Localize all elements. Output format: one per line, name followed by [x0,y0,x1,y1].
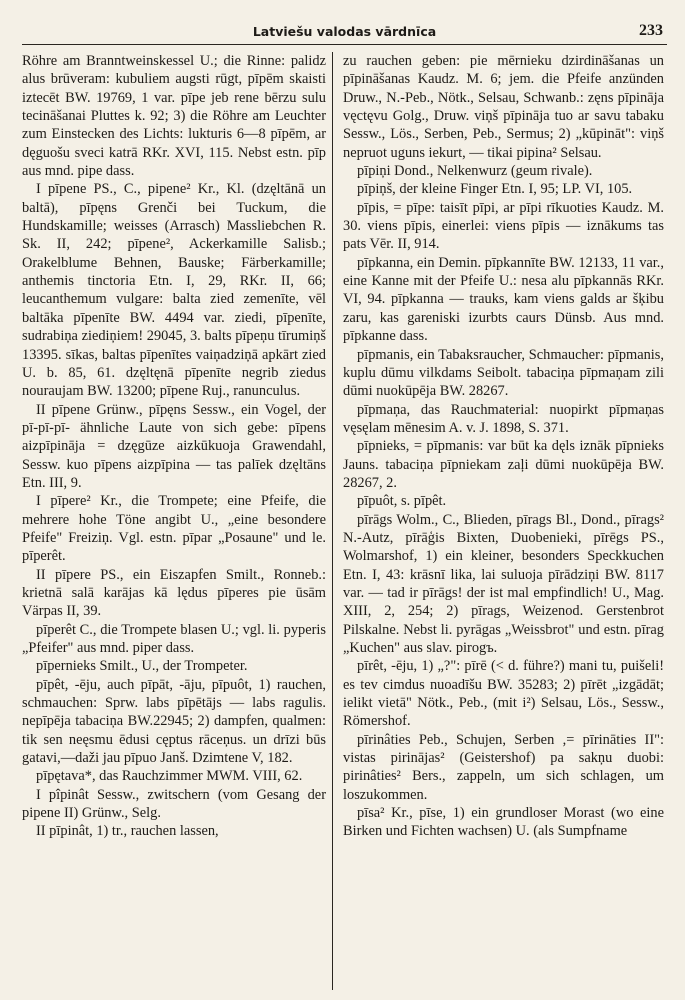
page-header [22,22,667,45]
entry: pīpernieks Smilt., U., der Trompeter. [36,658,248,675]
page-number: 233 [639,22,663,39]
entry: pīrinâties Peb., Schujen, Serben ,= pīrināties II": vistas pirinājas² (Geistershof) pa sakņu duobi: pirinâties² Bers., zappeln, um sich schlagen, um loszukommen. [343,731,664,803]
text-columns [22,52,667,990]
entry: pīpis, = pīpe: taisīt pīpi, ar pīpi rīkuoties Kaudz. M. 30. viens pīpis, einerlei: viens pīpis — iznākums tas pats Vēr. II, 914. [343,199,664,253]
right-column [332,52,664,990]
entry: pīperêt C., die Trompete blasen U.; vgl. li. pyperis „Pfeifer" aus mnd. piper dass. [22,621,326,656]
entry: pīpêt, -ēju, auch pīpāt, -āju, pīpuôt, 1) rauchen, schmauchen: Sprw. labs pīpētājs — labs ragulis. nepīpēja tabaciņa BW.22945; 2) dampfen, qualmen: tik sen neęsmu ēdusi cęptus rāceņus. un drīzi būs gatavi,—daži jau pīpuo Janš. Dzimtene V, 182. [22,676,326,767]
entry: pīpmanis, ein Tabaksraucher, Schmaucher: pīpmanis, kuplu dūmu vilkdams Seibolt. tabaciņa pīpmaņam zili dūmi nuokūpēja BW. 28267. [343,346,664,400]
entry: II pīpere PS., ein Eiszapfen Smilt., Ronneb.: krietnā salā karājas kā lędus pīperes pie ūsām Värpas II, 39. [22,566,326,620]
entry: pīpnieks, = pīpmanis: var būt ka dęls iznāk pīpnieks Jauns. tabaciņa pīpniekam zaļi dūmi nuokūpēja BW. 28267, 2. [343,438,664,491]
entry: pīpętava*, das Rauchzimmer MWM. VIII, 62. [36,768,303,785]
left-column [22,52,332,990]
entry: zu rauchen geben: pie mērnieku dzirdināšanas un pīpināšanas Kaudz. M. 6; jem. die Pfeife anzünden Druw., N.-Peb., Nötk., Selsau, Schwanb.: zęns pīpināja vęctęvu Golg., Druw. viņš pīpināja tuo ar savu tabaku Sessw., Lös., Serben, Peb., Sermus; 2) „kūpināt": viņš nepruot uguns iekurt, — tikai pipina² Selsau. [343,53,664,161]
entry: I pīpene PS., C., pipene² Kr., Kl. (dzęltānā un baltā), pīpęns Grenči bei Tuckum, die Hundskamille; weisses (Arrasch) Massliebchen R. Sk. II, 242; pīpene², Ackerkamille Salisb.; Orakelblume Behnen, Bauske; Färberkamille; anthemis tinctoria Etn. I, 29, RKr. II, 66; leucanthemum vulgare: balta zied zemenīte, vēl baltāka pīpenīte BW. 4494 var. ziedi, pīpenīte, sudrabiņa ziediņiem! 29045, 3. balts pīpeņu tīrumiņš 13395. sīkas, baltas pīpenītes vaiņadziņā apkārt zied U. b. 85, 61. dzęltęnā pīpenīte negrib ziedus nouraujam BW. 13200; pīpene Ruj., ranunculus. [22,181,326,400]
entry: II pīpinât, 1) tr., rauchen lassen, [36,823,219,840]
entry: pīsa² Kr., pīse, 1) ein grundloser Morast (wo eine Birken und Fichten wachsen) U. (als Sumpfname [343,805,664,840]
entry: pīpuôt, s. pīpêt. [357,493,447,510]
entry: pīpkanna, ein Demin. pīpkannīte BW. 12133, 11 var., eine Kanne mit der Pfeife U.: nesa alu pīpkannās RKr. VI, 94. pīpkanna — trauks, kam viens galds ar šķibu zaru, kas gareniski izurbts caurs Dünsb. Aus mnd. pīpkanne dass. [343,254,664,345]
entry: pīrêt, -ēju, 1) „?": pīrē (< d. führe?) mani tu, puišeli! es tev cimdus nuoadīšu BW. 35283; 2) pīrēt „izgādāt; ielikt vietā" Nötk., Peb., (mit i²) Selsau, Lös., Sessw., Römershof. [343,658,664,730]
entry: pīpiņš, der kleine Finger Etn. I, 95; LP. VI, 105. [357,181,633,198]
running-head: Latviešu valodas vārdnīca [252,24,437,39]
entry: pīpiņi Dond., Nelkenwurz (geum rivale). [357,163,593,180]
entry: pīrāgs Wolm., C., Blieden, pīrags Bl., Dond., pīrags² N.-Autz, pīrāģis Bixten, Duobenieki, pīrēgs PS., Wolmarshof, 1) ein kleiner, besonders Speckkuchen Etn. I, 43: krāsnī lika, lai suluoja pīrādziņi BW. 8117 var. — tad ir pīrāgs! der ist mal empfindlich! U., Mag. XIII, 2, 254; 2) pīrags, Weizenod. Gerstenbrot Pilskalne. Nebst li. pyrāgas „Weissbrot" und estn. pīrag „Kuchen" aus slav. pirogъ. [343,511,664,656]
entry: Röhre am Branntweinskessel U.; die Rinne: palidz alus brūveram: kubuliem augsti rūgt, pīpēm skaisti iztecēt BW. 19769, 1 var. pīpe jeb rene bērzu sulu tecināšanai Pluttes k. 92; 3) die Röhre am Leuchter zum Einstecken des Lichts: lukturis 6—8 pīpēm, ar dęguošu sveci katrā RKr. XVI, 115. Nebst estn. pīp aus mnd. pipe dass. [22,53,326,180]
entry: I pīpere² Kr., die Trompete; eine Pfeife, die mehrere hohe Töne angibt U., „eine besondere Pfeife" Freiziņ. Vgl. estn. pīpar „Posaune" und le. pīperêt. [22,493,326,565]
entry: II pīpene Grünw., pīpęns Sessw., ein Vogel, der pī-pī-pī- ähnliche Laute von sich gebe: pīpens aizpīpināja = dzęgūze aizkūkuoja Grawendahl, Sessw. kuo pīpens aizpīpina — tas palīek dzęltāns Etn. III, 9. [22,401,326,491]
entry: I pîpinât Sessw., zwitschern (vom Gesang der pipene II) Grünw., Selg. [22,786,326,822]
entry: pīpmaņa, das Rauchmaterial: nuopirkt pīpmaņas vęsęlam mēnesim A. v. J. 1898, S. 371. [343,401,664,436]
